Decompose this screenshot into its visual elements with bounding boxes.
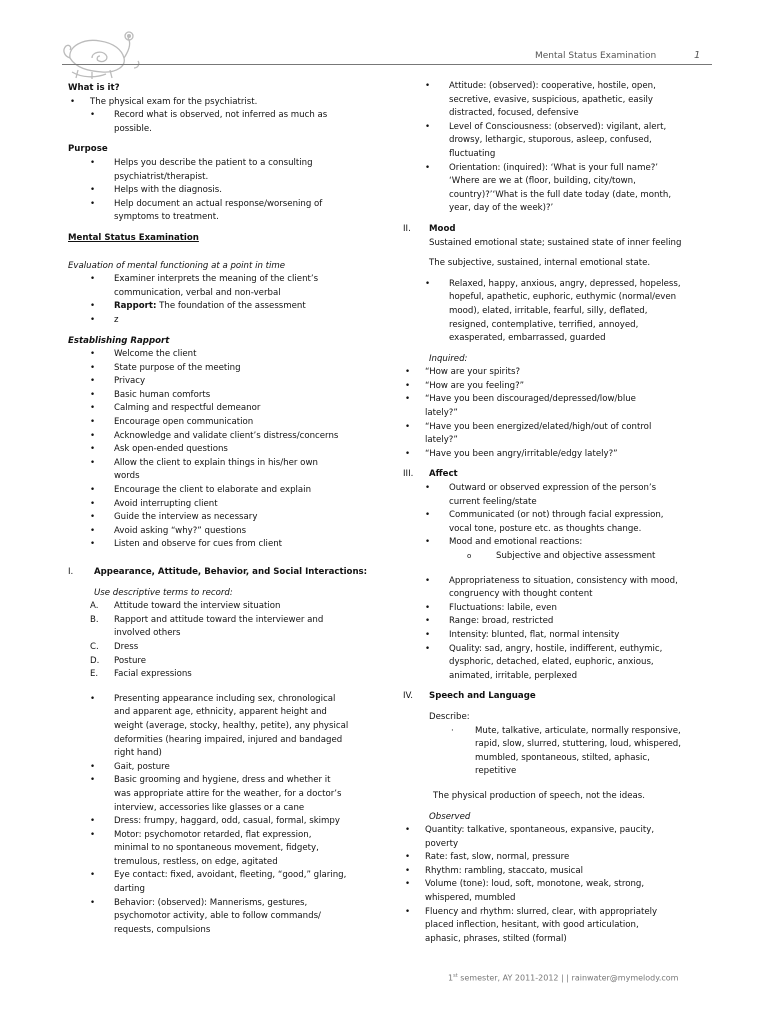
list-item: • Fluctuations: labile, even — [425, 602, 557, 613]
list-item: • “How are you feeling?” — [405, 380, 525, 391]
list-item: • Fluency and rhythm: slurred, clear, with appropriately placed inflection, hesitant, with good articulation, aphasic, phrases, stilted (formal) — [405, 906, 658, 944]
mood-definition: Sustained emotional state; sustained state of inner feeling — [429, 237, 682, 248]
list-item: • Relaxed, happy, anxious, angry, depressed, hopeless, hopeful, apathetic, euphoric, euthymic (normal/even mood), elated, irritable, fearful, silly, deflated, resigned, contemplative, terrified, annoyed, exasperated, embarrassed, guarded — [425, 278, 681, 344]
list-item: • Appropriateness to situation, consistency with mood, congruency with thought content — [425, 575, 678, 600]
right-column — [403, 80, 718, 946]
list-item: • Listen and observe for cues from client — [90, 539, 283, 550]
list-item: • Rate: fast, slow, normal, pressure — [405, 852, 570, 863]
list-item: • Rhythm: rambling, staccato, musical — [405, 865, 584, 876]
list-item: • Communicated (or not) through facial expression, vocal tone, posture etc. as thoughts change. — [425, 510, 664, 534]
list-item: • “Have you been discouraged/depressed/low/blue lately?” — [405, 394, 636, 419]
list-item: • Record what is observed, not inferred as much as possible. — [90, 110, 328, 134]
list-item: • Quality: sad, angry, hostile, indifferent, euthymic, dysphoric, detached, elated, euphoric, anxious, animated, irritable, perplexed — [425, 643, 663, 681]
list-item: • Encourage the client to elaborate and explain — [90, 485, 312, 496]
list-item: • Eye contact: fixed, avoidant, fleeting, “good,” glaring, darting — [90, 870, 347, 895]
list-item: • Outward or observed expression of the person’s current feeling/state — [425, 483, 657, 507]
section-mood-heading: II. Mood — [403, 223, 456, 234]
list-item: • Intensity: blunted, flat, normal intensity — [425, 629, 620, 640]
list-item: • Welcome the client — [90, 349, 197, 360]
descriptive-terms-heading: Use descriptive terms to record: — [94, 587, 233, 598]
list-item: • Ask open-ended questions — [90, 444, 228, 455]
list-item: • Encourage open communication — [90, 417, 254, 428]
list-item: • Basic human comforts — [90, 389, 211, 400]
list-item: A. Attitude toward the interview situation — [90, 601, 281, 612]
observed-heading: Observed — [429, 811, 471, 822]
list-item: • Guide the interview as necessary — [90, 512, 258, 523]
what-is-it-heading: What is it? — [68, 83, 120, 93]
list-item: B. Rapport and attitude toward the interviewer and involved others — [90, 614, 324, 639]
inquired-heading: Inquired: — [429, 353, 468, 364]
header-title: Mental Status Examination — [535, 51, 657, 61]
list-item: • Allow the client to explain things in his/her own words — [90, 457, 318, 482]
list-item: • z — [90, 314, 119, 325]
list-item: • Motor: psychomotor retarded, flat expression, minimal to no spontaneous movement, fidgety, tremulous, restless, on edge, agitated — [90, 829, 319, 867]
list-item: D. Posture — [90, 655, 147, 666]
list-item: · Mute, talkative, articulate, normally responsive, rapid, slow, slurred, stuttering, loud, whispered, mumbled, spontaneous, stilted, aphasic, repetitive — [451, 725, 681, 777]
list-item: o Subjective and objective assessment — [467, 551, 656, 561]
chameleon-logo-icon — [62, 28, 144, 80]
list-item: • “Have you been energized/elated/high/out of control lately?” — [405, 421, 652, 446]
list-item: • Examiner interprets the meaning of the client’s communication, verbal and non-verbal — [90, 274, 319, 298]
establishing-rapport-heading: Establishing Rapport — [68, 335, 170, 346]
list-item: • Acknowledge and validate client’s distress/concerns — [90, 430, 339, 441]
list-item: • Level of Consciousness: (observed): vigilant, alert, drowsy, lethargic, stuporous, asleep, confused, fluctuating — [425, 121, 667, 159]
list-item: • Volume (tone): loud, soft, monotone, weak, strong, whispered, mumbled — [405, 879, 645, 904]
section-appearance-heading: I. Appearance, Attitude, Behavior, and Social Interactions: — [68, 567, 368, 577]
list-item: • “Have you been angry/irritable/edgy lately?” — [405, 448, 618, 459]
section-speech-heading: IV. Speech and Language — [403, 691, 536, 702]
list-item: • State purpose of the meeting — [90, 362, 241, 373]
list-item: • Basic grooming and hygiene, dress and whether it was appropriate attire for the weather, for a doctor’s interview, accessories like glasses or a cane — [90, 775, 342, 813]
list-item: • Helps with the diagnosis. — [90, 185, 222, 196]
left-column — [68, 82, 368, 937]
list-item: • Range: broad, restricted — [425, 616, 554, 627]
footer-text: 1st semester, AY 2011-2012 | | rainwater@mymelody.com — [448, 973, 679, 983]
list-item: • Behavior: (observed): Mannerisms, gestures, psychomotor activity, able to follow commands/ requests, compulsions — [90, 897, 321, 935]
list-item: • Avoid asking “why?” questions — [90, 525, 247, 536]
evaluation-heading: Evaluation of mental functioning at a point in time — [68, 260, 286, 271]
list-item: E. Facial expressions — [90, 669, 192, 680]
physical-production-note: The physical production of speech, not the ideas. — [433, 790, 645, 801]
list-item: • Avoid interrupting client — [90, 498, 218, 509]
list-item: • “How are your spirits? — [405, 367, 521, 378]
list-item: • Help document an actual response/worsening of symptoms to treatment. — [90, 198, 323, 223]
list-item: • Privacy — [90, 376, 146, 387]
purpose-heading: Purpose — [68, 144, 108, 155]
list-item: • Gait, posture — [90, 761, 170, 772]
list-item: • Quantity: talkative, spontaneous, expansive, paucity, poverty — [405, 825, 655, 849]
page-number: 1 — [694, 50, 701, 61]
list-item: • Helps you describe the patient to a consulting psychiatrist/therapist. — [90, 157, 313, 182]
section-affect-heading: III. Affect — [403, 469, 458, 480]
list-item: • Presenting appearance including sex, chronological and apparent age, ethnicity, apparent height and weight (average, stocky, healthy, petite), any physical deformities (hearing impaired, injured and bandaged right hand) — [90, 693, 349, 759]
list-item: • The physical exam for the psychiatrist. — [70, 96, 258, 107]
describe-heading: Describe: — [429, 711, 470, 722]
mse-heading: Mental Status Examination — [68, 232, 199, 243]
list-item: • Orientation: (inquired): ‘What is your full name?’ ‘Where are we at (floor, building, city/town, country)?’‘What is the full date today (date, month, year, day of the week)?’ — [425, 162, 672, 214]
list-item: C. Dress — [90, 641, 139, 652]
list-item: • Attitude: (observed): cooperative, hostile, open, secretive, evasive, suspicious, apathetic, easily distracted, focused, defensive — [425, 81, 656, 119]
list-item: • Rapport: The foundation of the assessment — [90, 301, 306, 312]
list-item: • Mood and emotional reactions: — [425, 537, 583, 548]
header-divider — [62, 64, 712, 65]
mood-subjective: The subjective, sustained, internal emotional state. — [429, 258, 651, 269]
list-item: • Dress: frumpy, haggard, odd, casual, formal, skimpy — [90, 816, 340, 827]
list-item: • Calming and respectful demeanor — [90, 403, 261, 414]
